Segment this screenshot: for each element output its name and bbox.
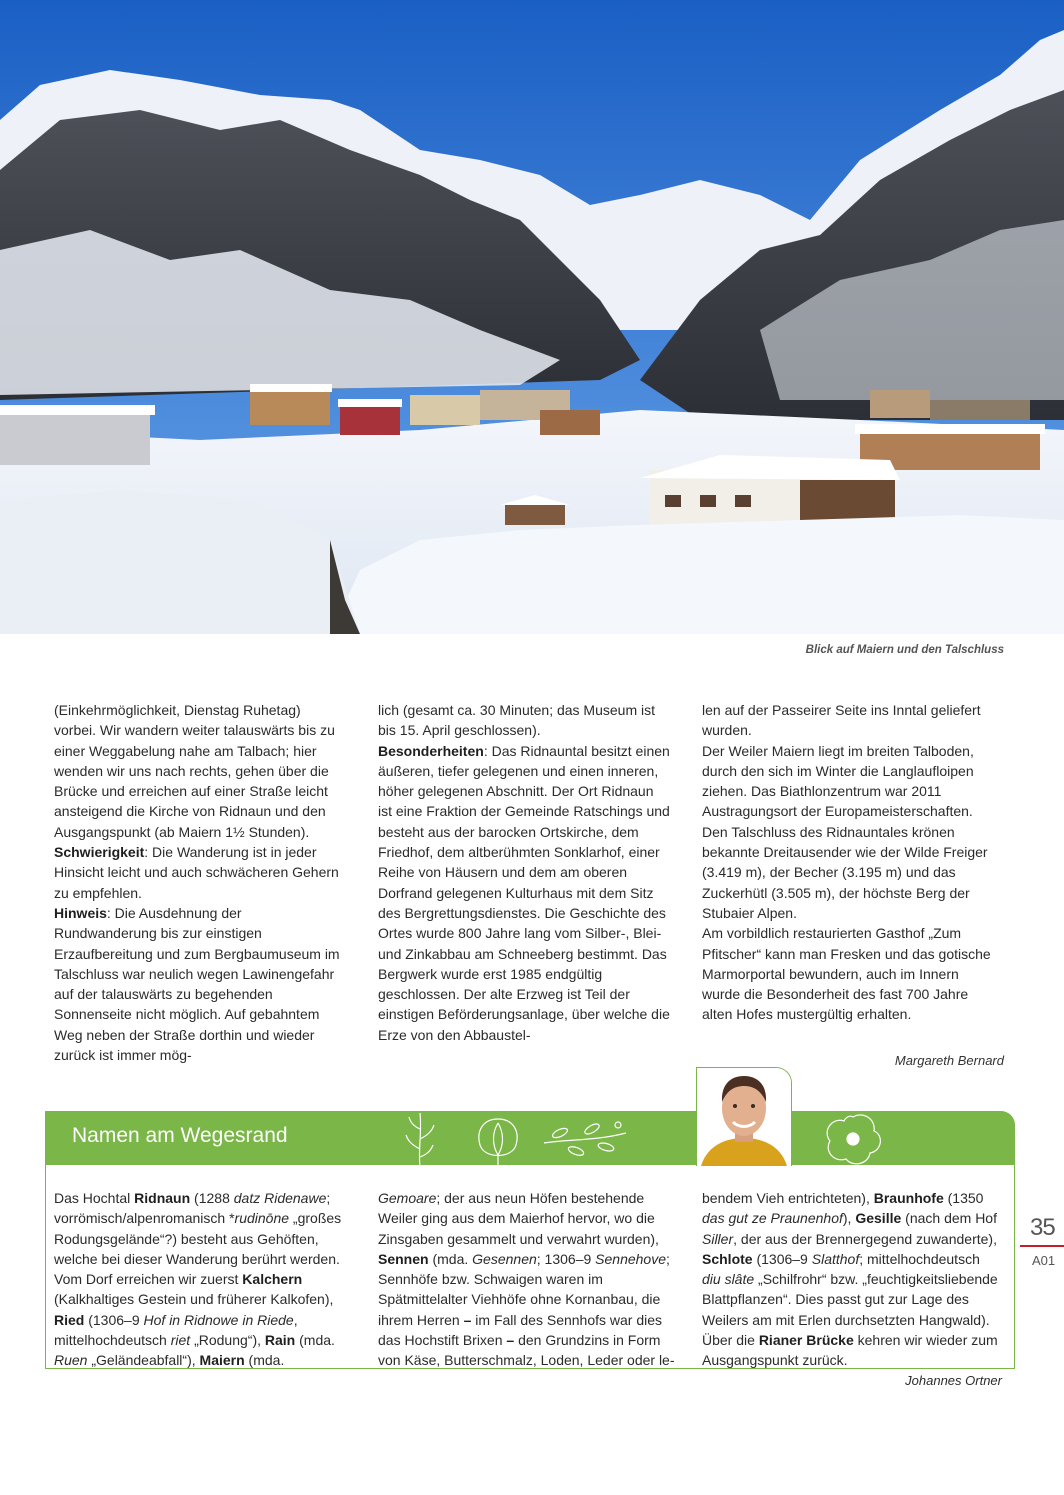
text-run: kehren wir wieder zum Ausgangspunkt zurück. [702, 1332, 998, 1369]
article-paragraph [378, 700, 670, 741]
text-run: , der aus der Brennergegend zuwanderte), [733, 1230, 997, 1247]
text-run: „Rodung“), [190, 1332, 265, 1349]
text-run: im Fall des Sennhofs war dies das Hochstift Brixen [378, 1311, 663, 1349]
article-paragraph [702, 741, 994, 822]
text-run: (1350 [943, 1190, 984, 1206]
page-number: 35 [1030, 1214, 1055, 1241]
place-name: Maiern [199, 1352, 245, 1369]
place-name: Rain [264, 1332, 296, 1349]
text-run: (mda. [295, 1332, 335, 1349]
place-name: Ridnaun [134, 1190, 191, 1206]
historic-spelling: Siller [702, 1230, 734, 1247]
historic-spelling: Ruen [54, 1352, 88, 1369]
hero-photo [0, 0, 1064, 634]
paragraph-label: Besonderheiten [378, 742, 484, 759]
text-run: (nach dem Hof [901, 1210, 997, 1227]
historic-spelling: Sennehove [595, 1250, 666, 1267]
leaf-sprig-icon [400, 1109, 440, 1169]
text-run: (mda. [244, 1352, 285, 1369]
text-run: Das Hochtal [54, 1190, 135, 1206]
paragraph-text: Den Talschluss des Ridnauntales krönen bekannte Dreitausender wie der Wilde Freiger (3.419 m), der Becher (3.195 m) und das Zuckerhütl (3.505 m), der höchste Berg der Stubaier Alpen. [702, 823, 988, 921]
historic-spelling: riet [170, 1332, 191, 1349]
text-run: bendem Vieh entrichteten), [702, 1190, 874, 1206]
text-run: „Schilfrohr“ bzw. „feuchtigkeitsliebende Blattpflanzen“. Dies passt gut zur Lage des Weilers am mit Erlen durchsetzten Hangwald). Über die [702, 1271, 998, 1349]
paragraph-text: : Die Wanderung ist in jeder Hinsicht leicht und auch schwächeren Gehern zu empfehlen. [54, 844, 339, 901]
place-name: Braunhofe [873, 1190, 944, 1206]
place-name: Sennen [378, 1250, 429, 1267]
text-run: ; 1306–9 [536, 1250, 596, 1267]
text-run: „Geländeabfall“), [87, 1352, 200, 1369]
article-column-3 [702, 700, 994, 1025]
paragraph-text: len auf der Passeirer Seite ins Inntal geliefert wurden. [702, 702, 981, 739]
historic-spelling: Gesennen [472, 1250, 537, 1267]
text-run: ; vorrömisch/alpenromanisch * [54, 1190, 331, 1227]
place-name: Rianer Brücke [758, 1332, 854, 1349]
page-number-divider [1020, 1245, 1064, 1247]
text-run: , mittelhochdeutsch [54, 1311, 298, 1349]
photo-caption: Blick auf Maiern und den Talschluss [805, 644, 1004, 656]
article-paragraph [702, 923, 994, 1024]
place-name: – [463, 1311, 472, 1328]
historic-spelling: rudinōne [234, 1210, 290, 1227]
historic-spelling: Slatthof [811, 1250, 860, 1267]
text-run: ; der aus neun Höfen bestehende Weiler ging aus dem Maierhof hervor, wo die Zinsgaben gesammelt und verwahrt wurden), [378, 1190, 659, 1247]
article-paragraph [54, 700, 346, 842]
paragraph-text: : Die Ausdehnung der Rundwanderung bis zur einstigen Erzaufbereitung und zum Bergbaumuseum im Talschluss war neulich wegen Lawinengefahr auf der talauswärts zu begehenden Sonnenseite nicht möglich. Auf gebahntem Weg neben der Straße dorthin und wieder zurück ist immer mög- [54, 904, 340, 1064]
place-name: – [506, 1332, 515, 1349]
olive-branch-icon [540, 1109, 630, 1169]
namen-paragraph [54, 1188, 354, 1371]
article-paragraph [54, 842, 346, 903]
paragraph-text: Der Weiler Maiern liegt im breiten Talboden, durch den sich im Winter die Langlaufloipen ziehen. Das Biathlonzentrum war 2011 Austragungsort der Europameisterschaften. [702, 742, 974, 820]
text-run: ; mittelhochdeutsch [859, 1250, 980, 1267]
text-run: ; Sennhöfe bzw. Schwaigen waren im Spätmittelalter Viehhöfe ohne Kornanbau, die ihrem Herren [378, 1250, 670, 1328]
rose-icon [468, 1109, 528, 1169]
place-name: Schlote [702, 1250, 753, 1267]
article-paragraph [378, 741, 670, 1045]
paragraph-text: Am vorbildlich restaurierten Gasthof „Zum Pfitscher“ kann man Fresken und das gotische Marmorportal bewundern, auch im Innern wurde die Besonderheit des fast 700 Jahre alten Hofes mustergültig erhalten. [702, 925, 991, 1023]
winter-valley-photo [0, 0, 1064, 634]
text-run: ), [842, 1210, 856, 1227]
namen-paragraph [378, 1188, 678, 1371]
article-author: Margareth Bernard [894, 1053, 1004, 1068]
paragraph-label: Schwierigkeit [54, 844, 145, 861]
historic-spelling: das gut ze Praunenhof [702, 1210, 843, 1227]
place-name: Kalchern [242, 1271, 303, 1288]
historic-spelling: Gemoare [378, 1190, 437, 1206]
historic-spelling: datz Ridenawe [233, 1190, 327, 1206]
anemone-flower-icon [818, 1109, 888, 1169]
paragraph-text: : Das Ridnauntal besitzt einen äußeren, tiefer gelegenen und einen inneren, höher gelegenen Abschnitt. Der Ort Ridnaun ist eine Fraktion der Gemeinde Ratschings und besteht aus der barocken Ortskirche, dem Friedhof, dem altberühmten Sonklarhof, einer Reihe von Häusern und dem am oberen Dorfrand gelegenen Kulturhaus mit dem Sitz des Bergrettungsdienstes. Die Geschichte des Ortes wurde 800 Jahre lang vom Silber-, Blei- und Zinkabbau am Schneeberg bestimmt. Das Bergwerk wurde erst 1985 endgültig geschlossen. Der alte Erzweg ist Teil der einstigen Beförderungsanlage, über welche die Erze von den Abbaustel- [378, 742, 670, 1043]
text-run: den Grundzins in Form von Käse, Butterschmalz, Loden, Leder oder le- [378, 1332, 675, 1369]
text-run: (1306–9 [84, 1311, 144, 1328]
article-column-1 [54, 700, 346, 1065]
paragraph-text: (Einkehrmöglichkeit, Dienstag Ruhetag) vorbei. Wir wandern weiter talauswärts bis zu einer Weggabelung nahe am Talbach; hier wenden wir uns nach rechts, gehen über die Brücke und erreichen auf einer Straße leicht ansteigend die Kirche von Ridnaun und den Ausgangspunkt (ab Maiern 1½ Stunden). [54, 702, 335, 840]
namen-author: Johannes Ortner [905, 1372, 1002, 1388]
historic-spelling: diu slâte [702, 1271, 755, 1288]
historic-spelling: Hof in Ridnowe in Riede [143, 1311, 294, 1328]
paragraph-label: Hinweis [54, 904, 107, 921]
author-portrait [696, 1067, 792, 1166]
text-run: (Kalkhaltiges Gestein und früherer Kalkofen), [54, 1291, 334, 1308]
text-run: „großes Rodungsgelände“?) besteht aus Gehöften, welche bei dieser Wanderung berührt werden. Vom Dorf erreichen wir zuerst [54, 1210, 342, 1288]
article-paragraph [702, 700, 994, 741]
namen-title: Namen am Wegesrand [72, 1124, 288, 1147]
namen-column-1 [54, 1188, 354, 1371]
namen-column-2 [378, 1188, 678, 1371]
article-paragraph [702, 822, 994, 923]
portrait-image [697, 1068, 791, 1166]
text-run: (1306–9 [752, 1250, 812, 1267]
namen-paragraph [702, 1188, 1002, 1371]
place-name: Gesille [855, 1210, 902, 1227]
text-run: (1288 [190, 1190, 234, 1206]
article-column-2 [378, 700, 670, 1045]
article-paragraph [54, 903, 346, 1065]
place-name: Ried [54, 1311, 85, 1328]
paragraph-text: lich (gesamt ca. 30 Minuten; das Museum ist bis 15. April geschlossen). [378, 702, 656, 739]
namen-column-3 [702, 1188, 1002, 1391]
page-code: A01 [1032, 1253, 1056, 1268]
text-run: (mda. [428, 1250, 473, 1267]
